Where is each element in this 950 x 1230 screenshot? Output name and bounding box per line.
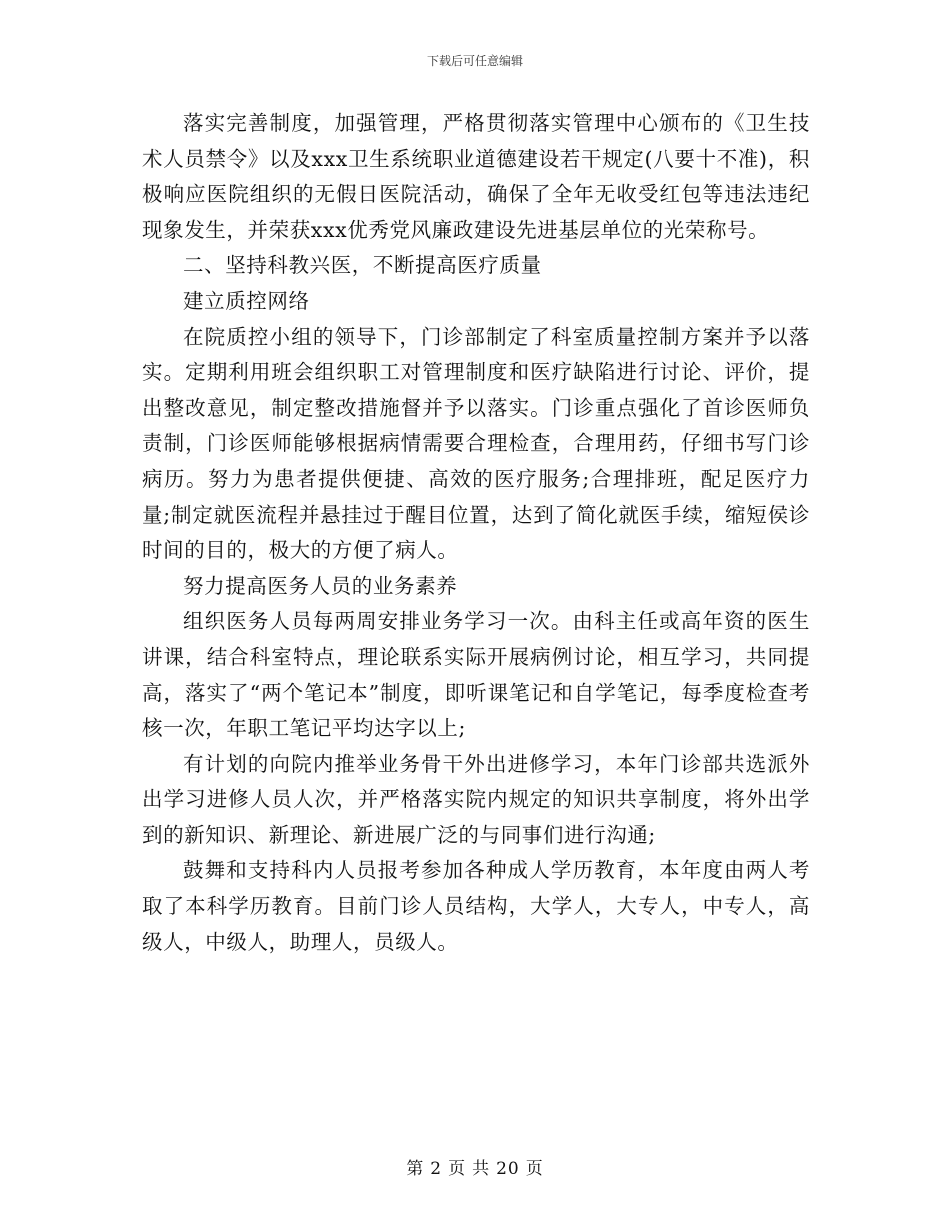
footer-page-label: 第 [406,1159,425,1179]
paragraph-quality-control: 在院质控小组的领导下，门诊部制定了科室质量控制方案并予以落实。定期利用班会组织职工对管理制度和医疗缺陷进行讨论、评价，提出整改意见，制定整改措施督并予以落实。门诊重点强化了首诊医师负责制，门诊医师能够根据病情需要合理检查，合理用药，仔细书写门诊病历。努力为患者提供便捷、高效的医疗服务;合理排班，配足医疗力量;制定就医流程并悬挂过于醒目位置，达到了简化就医手续，缩短侯诊时间的目的，极大的方便了病人。 [142,324,810,563]
section-heading-2: 二、坚持科教兴医，不断提高医疗质量 [183,253,542,278]
footer-page-word: 页 [448,1159,467,1179]
paragraph-study-sessions: 组织医务人员每两周安排业务学习一次。由科主任或高年资的医生讲课，结合科室特点，理论联系实际开展病例讨论，相互学习，共同提高，落实了“两个笔记本”制度，即听课笔记和自学笔记，每季度检查考核一次，年职工笔记平均达字以上; [142,609,810,741]
paragraph-external-training: 有计划的向院内推举业务骨干外出进修学习，本年门诊部共选派外出学习进修人员人次，并严格落实院内规定的知识共享制度，将外出学到的新知识、新理论、新进展广泛的与同事们进行沟通; [142,751,810,847]
footer-total-word: 页 [525,1159,544,1179]
footer-current-page: 2 [430,1159,443,1179]
document-body [142,106,810,960]
footer-total-label: 共 [472,1159,491,1179]
subheading-quality-network: 建立质控网络 [183,288,310,313]
footer-total-pages: 20 [496,1159,520,1179]
page-header: 下载后可任意编辑 [426,54,523,68]
paragraph-education-structure: 鼓舞和支持科内人员报考参加各种成人学历教育，本年度由两人考取了本科学历教育。目前门诊人员结构，大学人，大专人，中专人，高级人，中级人，助理人，员级人。 [142,858,810,954]
paragraph-discipline: 落实完善制度，加强管理，严格贯彻落实管理中心颁布的《卫生技术人员禁令》以及xxx卫生系统职业道德建设若干规定(八要十不准)，积极响应医院组织的无假日医院活动，确保了全年无收受红包等违法违纪现象发生，并荣获xxx优秀党风廉政建设先进基层单位的光荣称号。 [142,111,810,242]
page-footer [0,1154,950,1179]
subheading-professional-quality: 努力提高医务人员的业务素养 [183,573,458,598]
